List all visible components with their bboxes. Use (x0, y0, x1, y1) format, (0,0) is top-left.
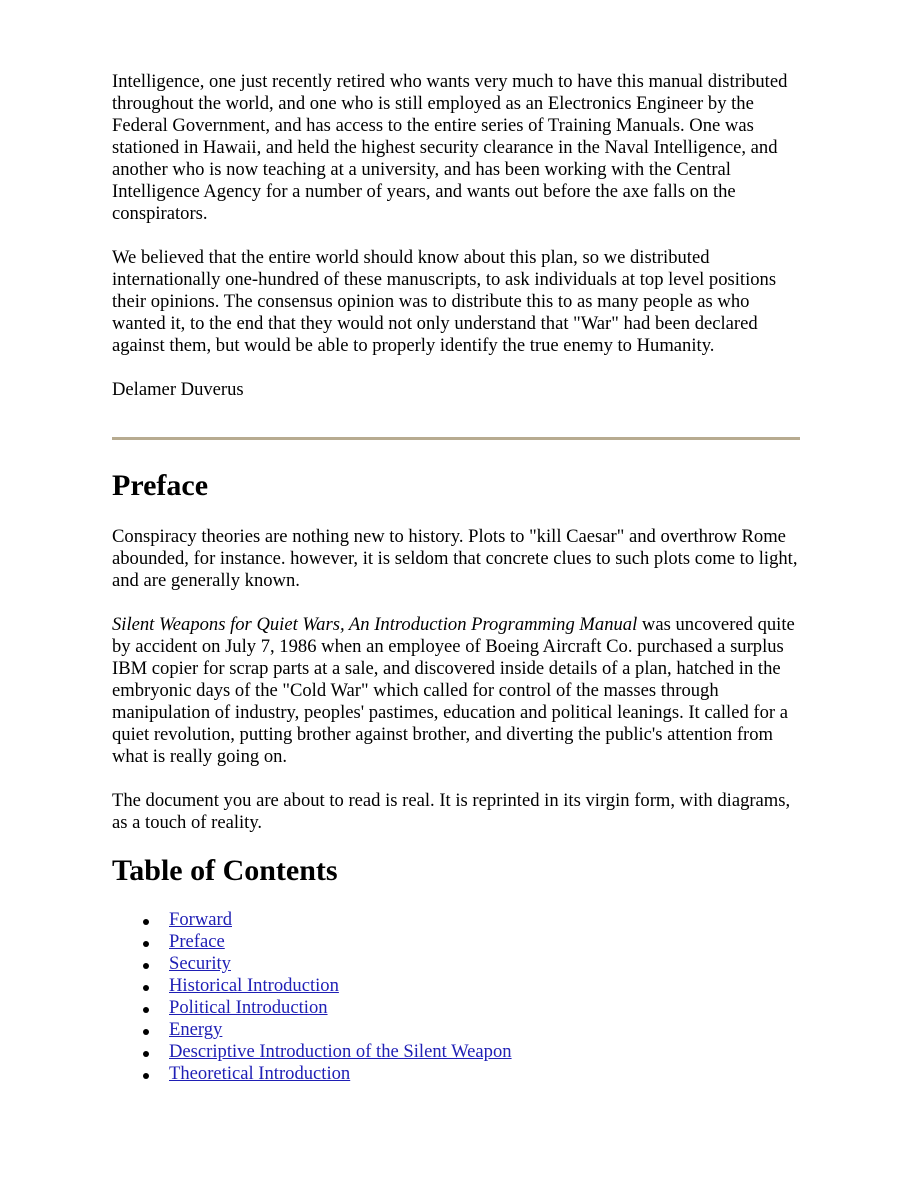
bullet-icon (143, 1007, 149, 1013)
section-divider (112, 437, 800, 440)
preface-paragraph-1: Conspiracy theories are nothing new to history. Plots to "kill Caesar" and overthrow Rome abounded, for instance. however, it is seldom that concrete clues to such plots come to light, and are generally known. (112, 526, 798, 591)
toc-link-security[interactable]: Security (169, 953, 231, 974)
bullet-icon (143, 1051, 149, 1057)
preface-paragraph-3: The document you are about to read is real. It is reprinted in its virgin form, with diagrams, as a touch of reality. (112, 790, 791, 833)
toc-link-energy[interactable]: Energy (169, 1019, 223, 1040)
intro-paragraph-1: Intelligence, one just recently retired who wants very much to have this manual distributed throughout the world, and one who is still employed as an Electronics Engineer by the Federal Government, and has access to the entire series of Training Manuals. One was stationed in Hawaii, and held the highest security clearance in the Naval Intelligence, and another who is now teaching at a university, and has been working with the Central Intelligence Agency for a number of years, and wants out before the axe falls on the conspirators. (112, 71, 788, 224)
toc-item-theoretical-introduction (112, 1063, 712, 1085)
toc-list (112, 909, 712, 1085)
toc-item-political-introduction (112, 997, 712, 1019)
toc-item-security (112, 953, 712, 975)
preface-paragraph-2 (112, 614, 802, 768)
toc-link-political-introduction[interactable]: Political Introduction (169, 997, 328, 1018)
preface-heading: Preface (112, 469, 209, 502)
toc-item-descriptive-introduction (112, 1041, 712, 1063)
toc-item-energy (112, 1019, 712, 1041)
toc-link-historical-introduction[interactable]: Historical Introduction (169, 975, 339, 996)
preface-paragraph-2-text: was uncovered quite by accident on July 7, 1986 when an employee of Boeing Aircraft Co. purchased a surplus IBM copier for scrap parts at a sale, and discovered inside details of a plan, hatched in the embryonic days of the "Cold War" which called for control of the masses through manipulation of industry, peoples' pastimes, education and political leanings. It called for a quiet revolution, putting brother against brother, and diverting the public's attention from what is really going on. (112, 614, 795, 767)
toc-link-forward[interactable]: Forward (169, 909, 232, 930)
toc-link-preface[interactable]: Preface (169, 931, 225, 952)
toc-heading: Table of Contents (112, 854, 338, 887)
bullet-icon (143, 1073, 149, 1079)
toc-item-historical-introduction (112, 975, 712, 997)
bullet-icon (143, 963, 149, 969)
toc-item-preface (112, 931, 712, 953)
bullet-icon (143, 1029, 149, 1035)
bullet-icon (143, 985, 149, 991)
bullet-icon (143, 919, 149, 925)
toc-link-theoretical-introduction[interactable]: Theoretical Introduction (169, 1063, 351, 1084)
signature: Delamer Duverus (112, 379, 244, 400)
intro-section (112, 71, 802, 401)
toc-item-forward (112, 909, 712, 931)
intro-paragraph-2: We believed that the entire world should know about this plan, so we distributed internationally one-hundred of these manuscripts, to ask individuals at top level positions their opinions. The consensus opinion was to distribute this to as many people as who wanted it, to the end that they would not only understand that "War" had been declared against them, but would be able to properly identify the true enemy to Humanity. (112, 247, 777, 356)
manual-title: Silent Weapons for Quiet Wars, An Introduction Programming Manual (112, 614, 638, 635)
toc-link-descriptive-introduction[interactable]: Descriptive Introduction of the Silent Weapon (169, 1041, 512, 1062)
bullet-icon (143, 941, 149, 947)
preface-body (112, 526, 802, 856)
